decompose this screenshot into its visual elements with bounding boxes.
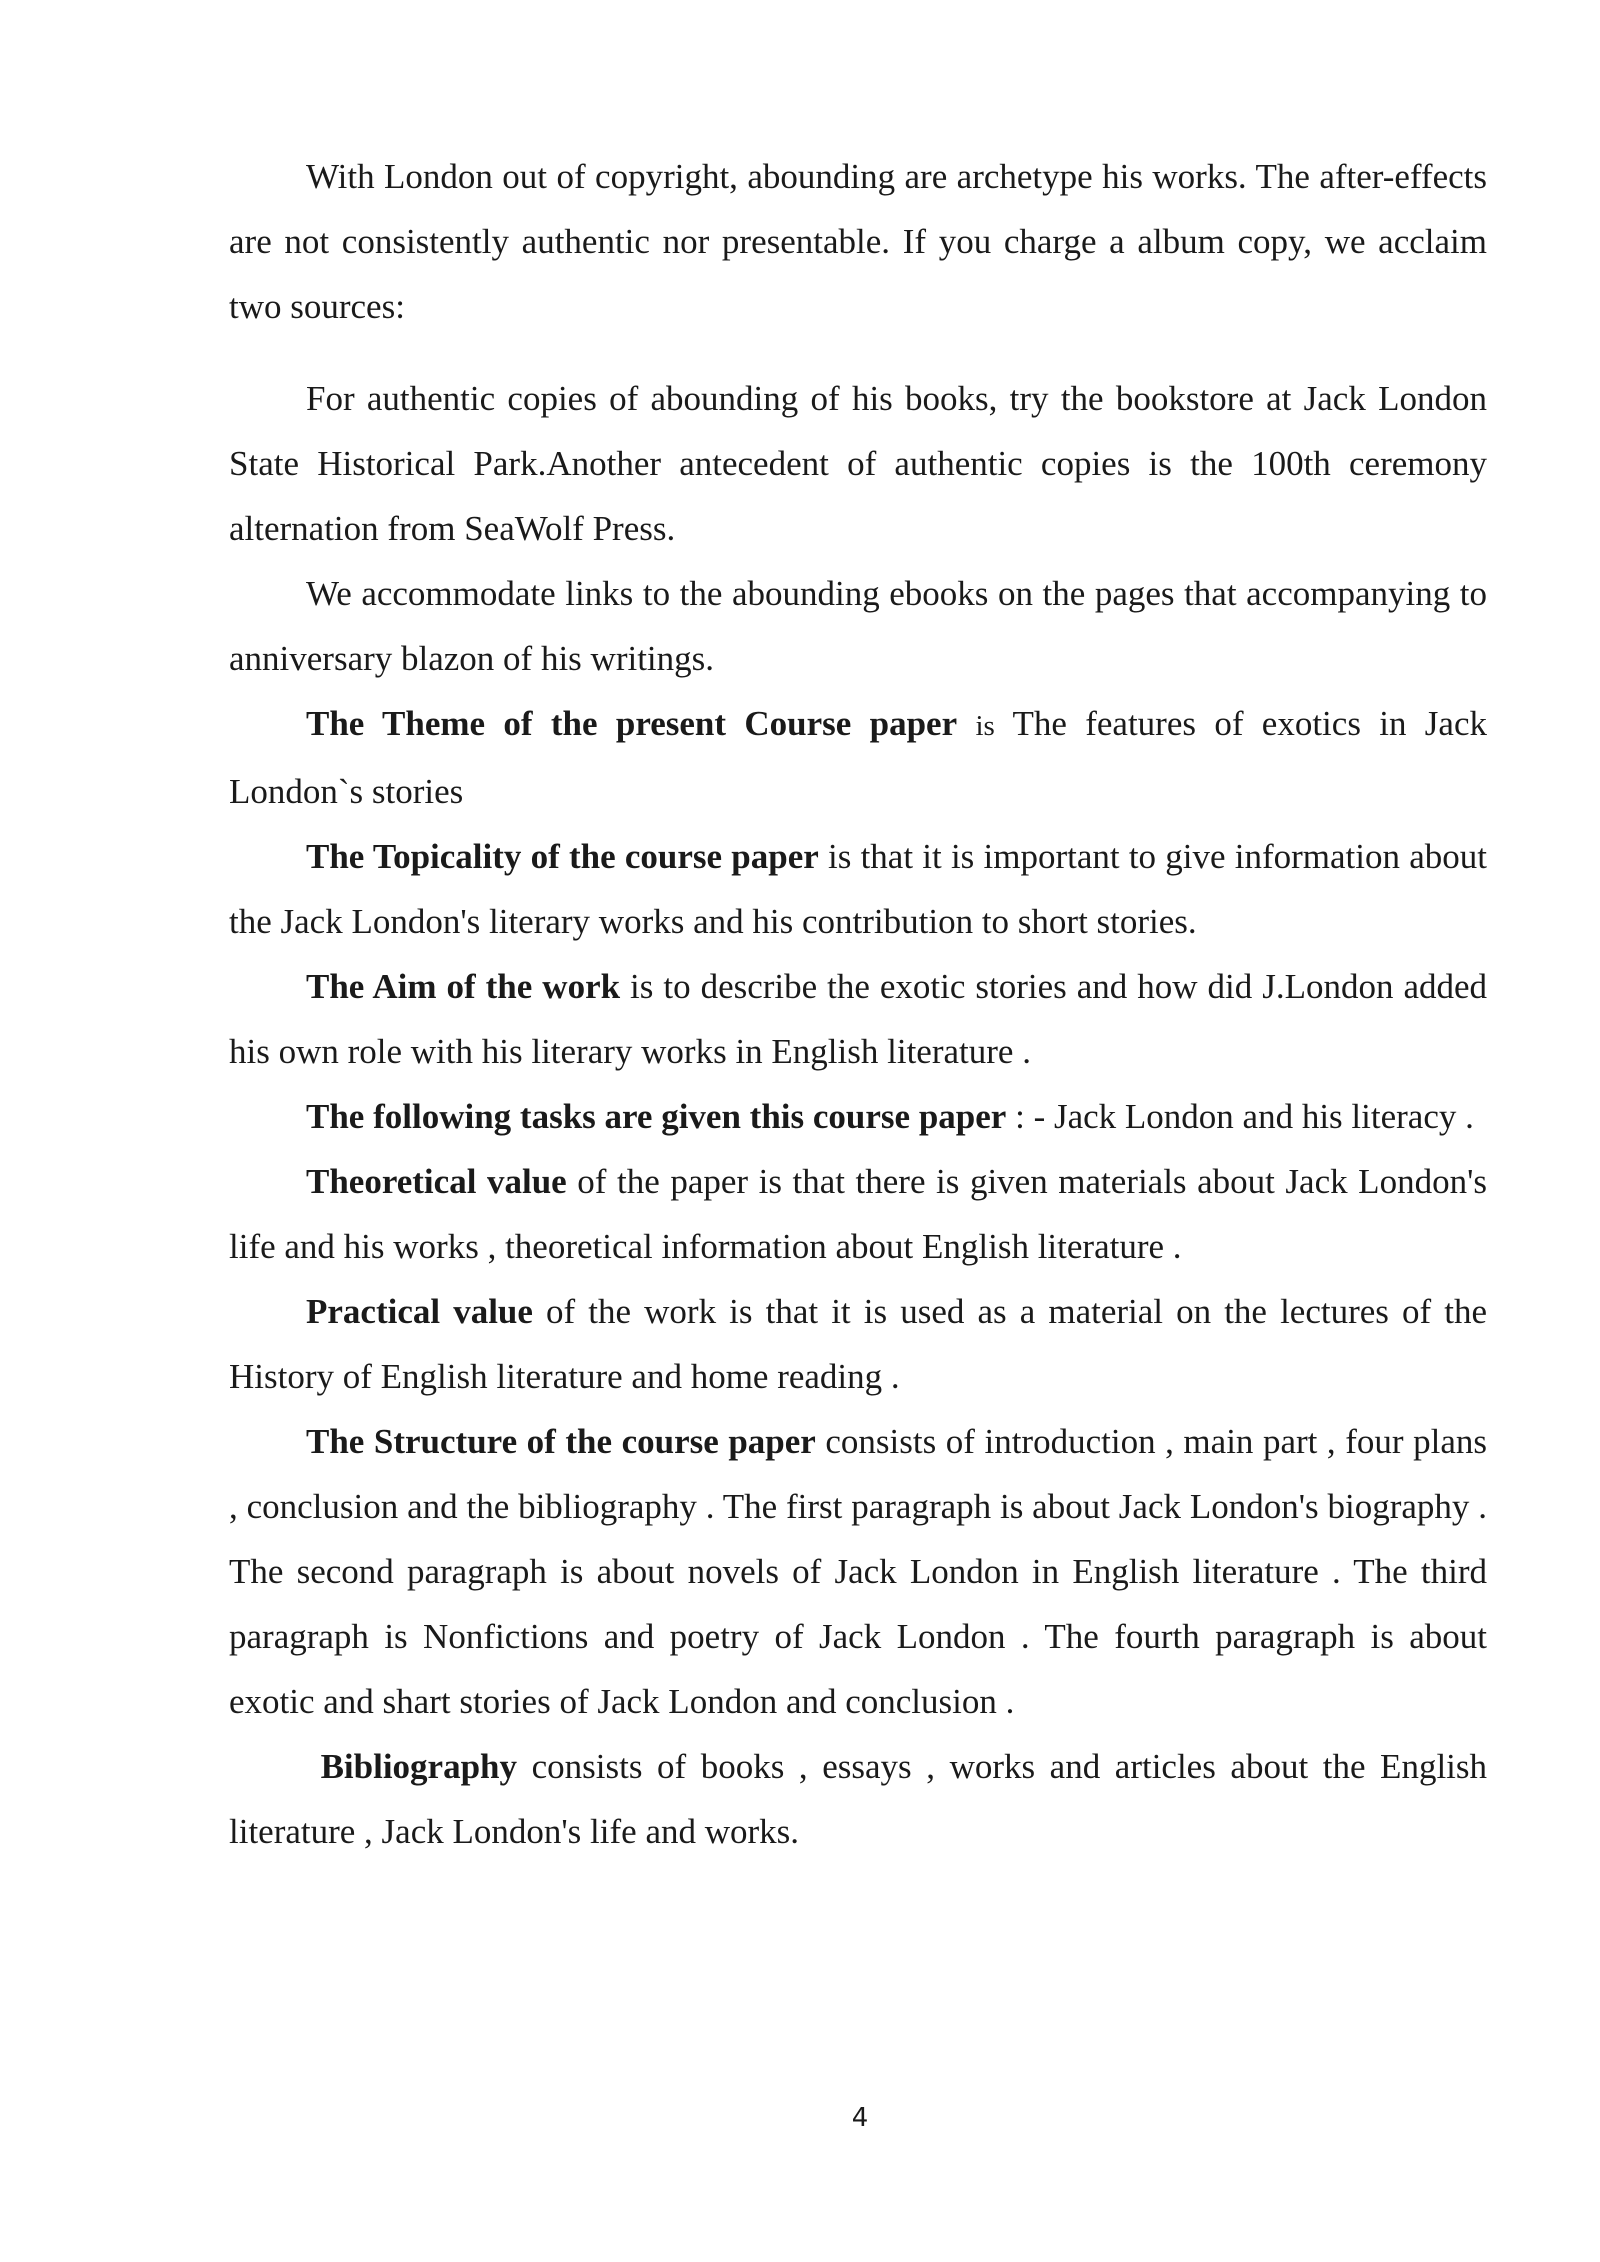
paragraph-structure	[229, 1409, 1487, 1734]
structure-text: consists of introduction , main part , four plans , conclusion and the bibliography . The first paragraph is about Jack London's biography . The second paragraph is about novels of Jack London in English literature . The third paragraph is Nonfictions and poetry of Jack London . The fourth paragraph is about exotic and shart stories of Jack London and conclusion .	[229, 1422, 1487, 1721]
topicality-text: is that it is important to give information about the Jack London's literary works and his contribution to short stories.	[229, 837, 1487, 941]
paragraph-topicality	[229, 824, 1487, 954]
tasks-text: : - Jack London and his literacy .	[1006, 1097, 1474, 1136]
paragraph-bibliography	[229, 1734, 1487, 1864]
theme-text: The features of exotics in Jack London`s stories	[229, 704, 1487, 811]
paragraph-copyright: With London out of copyright, abounding are archetype his works. The after-effects are not consistently authentic nor presentable. If you charge a album copy, we acclaim two sources:	[229, 157, 1487, 326]
practical-text: of the work is that it is used as a material on the lectures of the History of English literature and home reading .	[229, 1292, 1488, 1396]
page-number: 4	[851, 2103, 869, 2133]
paragraph-links: We accommodate links to the abounding ebooks on the pages that accompanying to anniversary blazon of his writings.	[229, 574, 1487, 678]
theoretical-label: Theoretical value	[306, 1162, 567, 1201]
theme-label: The Theme of the present Course paper	[306, 704, 958, 743]
paragraph-theoretical	[229, 1149, 1487, 1279]
intro-block	[229, 144, 1487, 339]
aim-text: is to describe the exotic stories and how did J.London added his own role with his literary works in English literature .	[229, 967, 1488, 1071]
tasks-label: The following tasks are given this course paper	[306, 1097, 1007, 1136]
main-block	[229, 366, 1487, 1864]
paragraph-authentic-copies: For authentic copies of abounding of his books, try the bookstore at Jack London State Historical Park.Another antecedent of authentic copies is the 100th ceremony alternation from SeaWolf Press.	[229, 379, 1487, 548]
theoretical-text: of the paper is that there is given materials about Jack London's life and his works , theoretical information about English literature .	[229, 1162, 1487, 1266]
theme-connector: is	[975, 710, 995, 742]
topicality-label: The Topicality of the course paper	[306, 837, 819, 876]
paragraph-tasks	[229, 1084, 1487, 1149]
structure-label: The Structure of the course paper	[306, 1422, 816, 1461]
paragraph-aim	[229, 954, 1487, 1084]
bibliography-text: consists of books , essays , works and articles about the English literature , Jack London's life and works.	[229, 1747, 1488, 1851]
bibliography-label: Bibliography	[320, 1747, 518, 1786]
paragraph-theme	[229, 691, 1487, 824]
paragraph-practical	[229, 1279, 1487, 1409]
aim-label: The Aim of the work	[306, 967, 621, 1006]
practical-label: Practical value	[306, 1292, 533, 1331]
